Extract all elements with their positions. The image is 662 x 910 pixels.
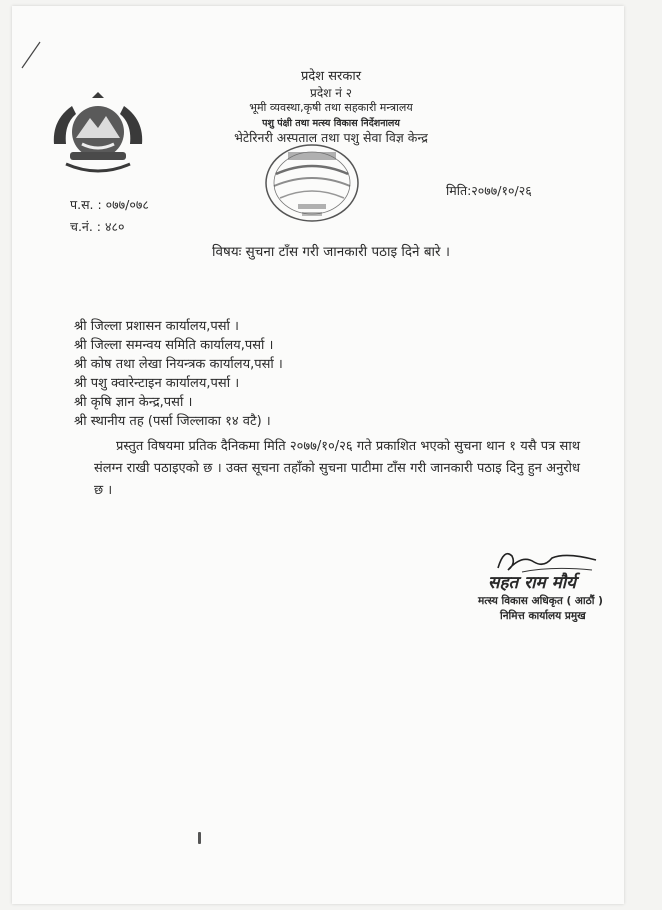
addressee-1: श्री जिल्ला प्रशासन कार्यालय,पर्सा । — [74, 319, 239, 334]
addressee-6: श्री स्थानीय तह (पर्सा जिल्लाका १४ वटै) । — [74, 414, 271, 429]
addressee-3: श्री कोष तथा लेखा नियन्त्रक कार्यालय,पर्सा । — [74, 357, 283, 372]
signatory-title: मत्स्य विकास अधिकृत ( आठौं ) — [478, 595, 603, 607]
addressee-2: श्री जिल्ला समन्वय समिति कार्यालय,पर्सा । — [74, 338, 274, 353]
addressee-5: श्री कृषि ज्ञान केन्द्र,पर्सा । — [74, 395, 193, 410]
header-line-3: भूमी व्यवस्था,कृषी तथा सहकारी मन्त्रालय — [249, 101, 413, 114]
office-seal-stamp — [262, 140, 362, 230]
chalani-number: च.नं. : ४८० — [70, 219, 125, 234]
scan-speck — [198, 832, 201, 844]
signatory-name: सहत राम मौर्य — [488, 573, 576, 593]
letter-subject: विषयः सुचना टाँस गरी जानकारी पठाइ दिने बारे । — [212, 244, 450, 260]
body-paragraph: प्रस्तुत विषयमा प्रतिक दैनिकमा मिति २०७७/१०/२६ गते प्रकाशित भएको सुचना थान १ यसै पत्र साथ संलग्न राखी पठाइएको छ । उक्त सूचना तहाँको सुचना पाटीमा टाँस गरी जानकारी पठाइ दिनु हुन अनुरोध छ । — [94, 439, 580, 498]
header-line-1: प्रदेश सरकार — [300, 69, 362, 84]
header-line-2: प्रदेश नं २ — [310, 86, 352, 100]
letter-body — [94, 436, 580, 502]
letter-date: मिति:२०७७/१०/२६ — [446, 183, 532, 198]
patra-sankhya: प.स. : ०७७/०७८ — [70, 197, 149, 212]
header-line-4: पशु पंक्षी तथा मत्स्य विकास निर्देशनालय — [262, 118, 400, 129]
signatory-role: निमित्त कार्यालय प्रमुख — [500, 610, 586, 622]
addressee-4: श्री पशु क्वारेन्टाइन कार्यालय,पर्सा । — [74, 376, 240, 391]
header-line-5: भेटेरिनरी अस्पताल तथा पशु सेवा विज्ञ केन्द्र — [234, 130, 428, 145]
